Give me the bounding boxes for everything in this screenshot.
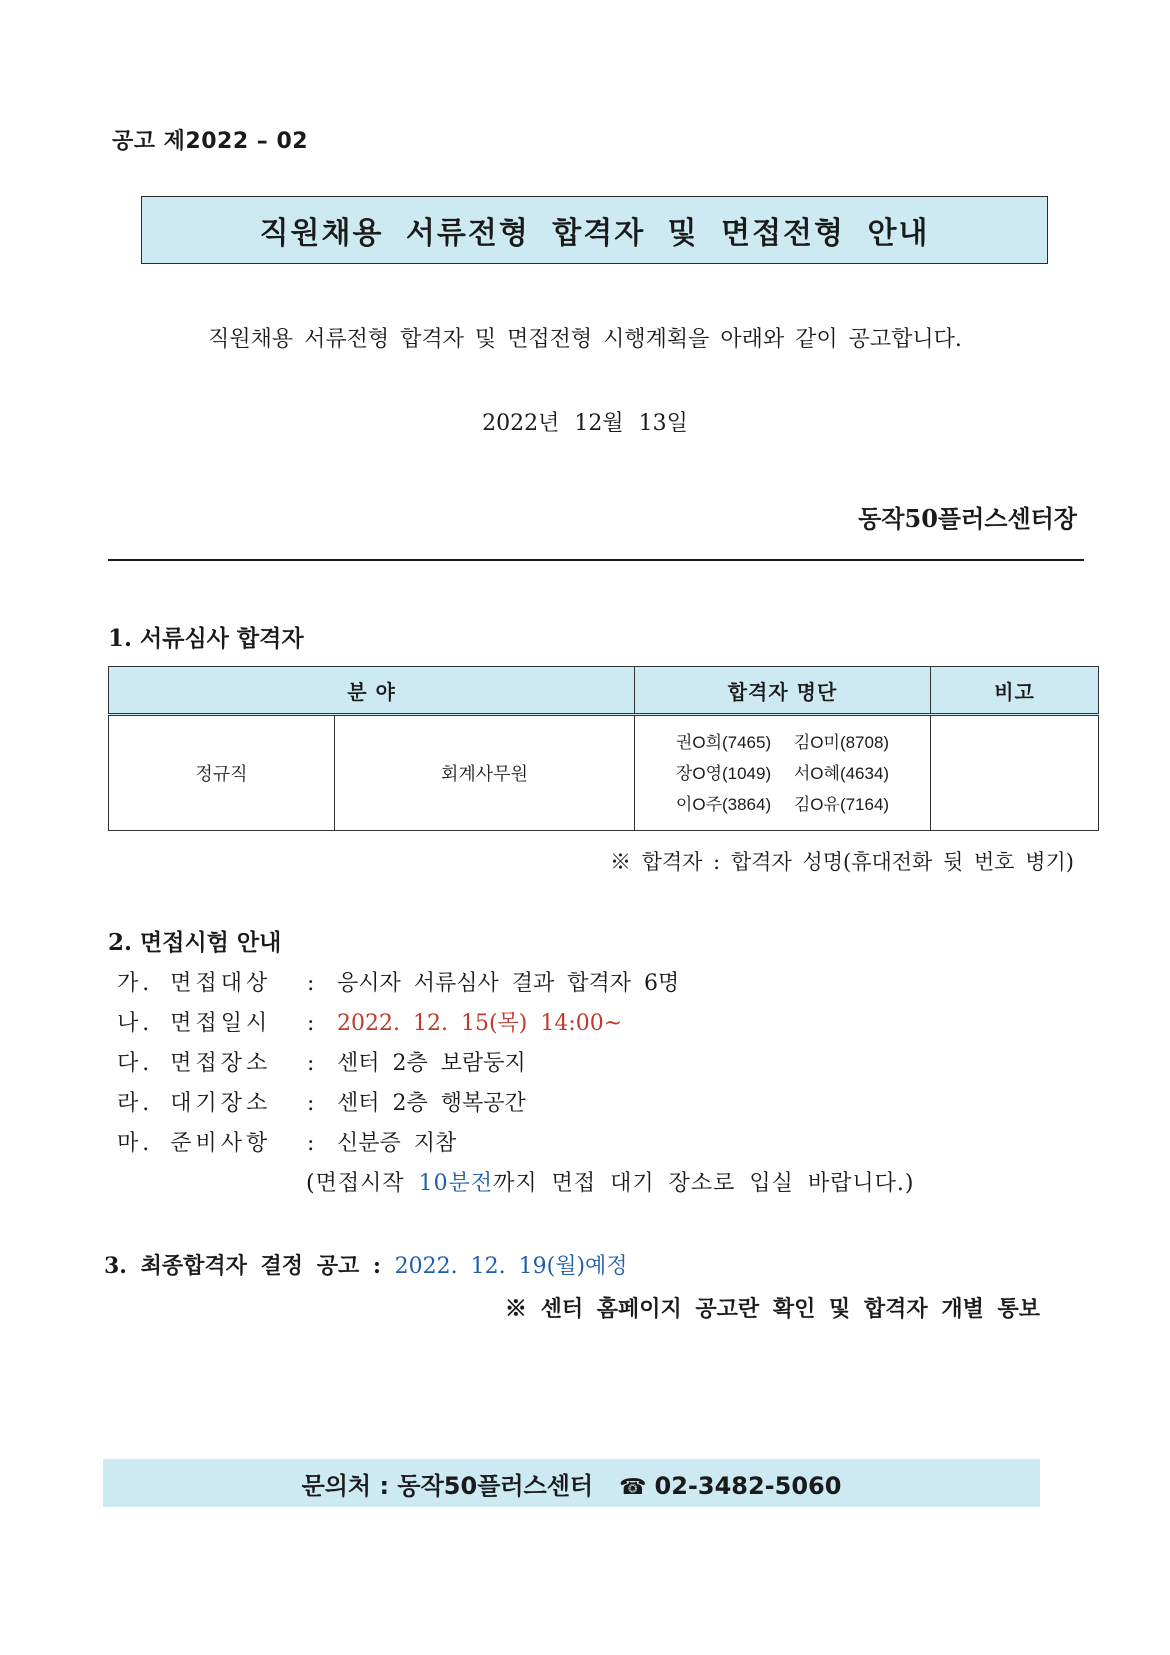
info-value: 2022. 12. 15(목) 14:00~ <box>337 1011 623 1036</box>
title-box <box>141 196 1048 264</box>
info-label: 가. 면접대상 <box>117 971 272 996</box>
contact-bar <box>103 1459 1040 1507</box>
info-label: 마. 준비사항 <box>117 1131 272 1156</box>
info-value: 응시자 서류심사 결과 합격자 6명 <box>337 971 680 996</box>
table-header-row <box>109 667 1099 715</box>
table-note: ※ 합격자 : 합격자 성명(휴대전화 뒷 번호 병기) <box>609 850 1074 874</box>
passer-name: 장O영(1049) <box>675 763 772 783</box>
cell-remark <box>931 715 1099 831</box>
section3-note: ※ 센터 홈페이지 공고란 확인 및 합격자 개별 통보 <box>504 1296 1040 1322</box>
passer-name: 서O혜(4634) <box>793 763 890 783</box>
info-value: 신분증 지참 <box>337 1131 457 1156</box>
signer: 동작50플러스센터장 <box>858 504 1077 533</box>
intro-text: 직원채용 서류전형 합격자 및 면접전형 시행계획을 아래와 같이 공고합니다. <box>208 327 962 352</box>
divider <box>108 559 1084 561</box>
col-header-names: 합격자 명단 <box>635 667 931 715</box>
final-announcement-date: 2022. 12. 19(월)예정 <box>394 1254 628 1279</box>
list-item <box>636 727 929 758</box>
interview-datetime-row: 나. 면접일시 : 2022. 12. 15(목) 14:00~ <box>117 1006 622 1037</box>
cell-employment-type: 정규직 <box>109 715 335 831</box>
preparation-row: 마. 준비사항 : 신분증 지참 <box>117 1126 456 1157</box>
passer-list <box>636 727 929 820</box>
section3-heading: 3. 최종합격자 결정 공고 <box>104 1253 360 1279</box>
section2-heading: 2. 면접시험 안내 <box>108 929 282 956</box>
interview-place-row: 다. 면접장소 : 센터 2층 보람둥지 <box>117 1046 526 1077</box>
info-value: 센터 2층 행복공간 <box>337 1091 526 1116</box>
contact-phone: 02-3482-5060 <box>654 1471 842 1500</box>
arrival-note: (면접시작 10분전까지 면접 대기 장소로 입실 바랍니다.) <box>306 1171 915 1196</box>
passer-name: 김O유(7164) <box>793 794 890 814</box>
info-label: 라. 대기장소 <box>117 1091 272 1116</box>
list-item <box>636 758 929 789</box>
info-value: 센터 2층 보람둥지 <box>337 1051 526 1076</box>
document-date: 2022년 12월 13일 <box>482 411 688 436</box>
interview-target-row: 가. 면접대상 : 응시자 서류심사 결과 합격자 6명 <box>117 966 679 997</box>
col-header-remark: 비고 <box>931 667 1099 715</box>
section1-heading: 1. 서류심사 합격자 <box>108 625 304 652</box>
section3-row: 3. 최종합격자 결정 공고 : 2022. 12. 19(월)예정 <box>104 1253 628 1279</box>
phone-icon: ☎ <box>619 1474 647 1500</box>
cell-passer-names <box>635 715 931 831</box>
passer-name: 김O미(8708) <box>793 732 890 752</box>
contact-info <box>302 1466 842 1501</box>
table-row <box>109 715 1099 831</box>
passer-name: 이O주(3864) <box>675 794 772 814</box>
info-label: 나. 면접일시 <box>117 1011 272 1036</box>
passer-name: 권O희(7465) <box>675 732 772 752</box>
document-title: 직원채용 서류전형 합격자 및 면접전형 안내 <box>259 216 930 251</box>
results-table <box>108 666 1099 831</box>
contact-label: 문의처 : 동작50플러스센터 <box>301 1471 594 1500</box>
col-header-field: 분 야 <box>109 667 635 715</box>
notice-number: 공고 제2022 – 02 <box>112 129 309 154</box>
info-label: 다. 면접장소 <box>117 1051 272 1076</box>
waiting-place-row: 라. 대기장소 : 센터 2층 행복공간 <box>117 1086 526 1117</box>
cell-job-field: 회계사무원 <box>335 715 635 831</box>
list-item <box>636 789 929 820</box>
arrival-highlight: 10분전 <box>418 1171 494 1196</box>
